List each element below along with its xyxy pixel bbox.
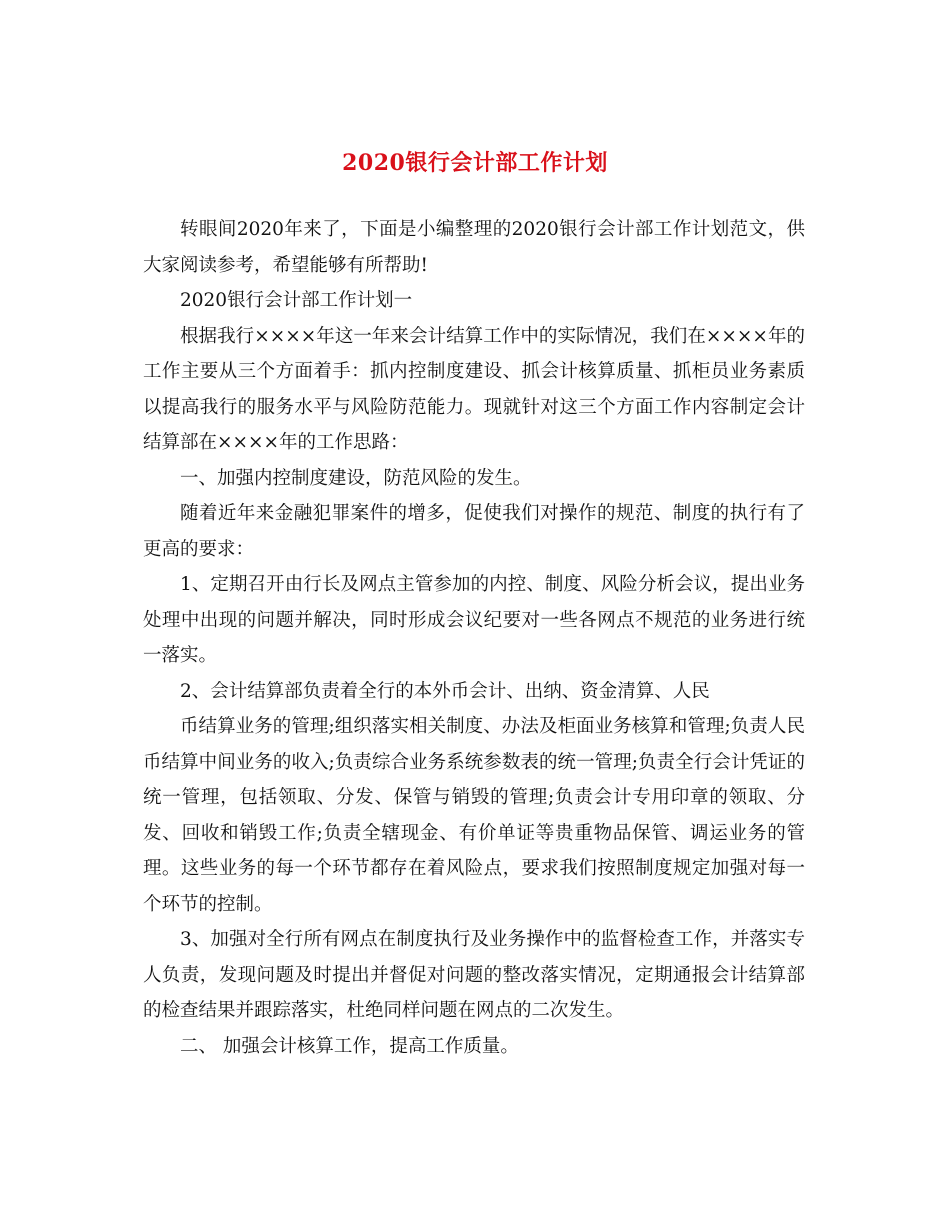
document-body (143, 212, 805, 1064)
paragraph-intro: 转眼间2020年来了，下面是小编整理的2020银行会计部工作计划范文，供大家阅读参考，希望能够有所帮助! (143, 219, 805, 276)
paragraph-item-3: 3、加强对全行所有网点在制度执行及业务操作中的监督检查工作，并落实专人负责，发现问题及时提出并督促对问题的整改落实情况，定期通报会计结算部的检查结果并跟踪落实，杜绝同样问题在网点的二次发生。 (143, 929, 805, 1021)
paragraph-item-2: 2、会计结算部负责着全行的本外币会计、出纳、资金清算、人民 (180, 680, 710, 702)
paragraph-item-2-continued: 币结算业务的管理;组织落实相关制度、办法及柜面业务核算和管理;负责人民币结算中间业务的收入;负责综合业务系统参数表的统一管理;负责全行会计凭证的统一管理，包括领取、分发、保管与销毁的管理;负责会计专用印章的领取、分发、回收和销毁工作;负责全辖现金、有价单证等贵重物品保管、调运业务的管理。这些业务的每一个环节都存在着风险点，要求我们按照制度规定加强对每一个环节的控制。 (143, 716, 805, 915)
paragraph-overview: 根据我行××××年这一年来会计结算工作中的实际情况，我们在××××年的工作主要从三个方面着手：抓内控制度建设、抓会计核算质量、抓柜员业务素质以提高我行的服务水平与风险防范能力。现就针对这三个方面工作内容制定会计结算部在××××年的工作思路： (143, 325, 805, 453)
paragraph-section-one-intro: 随着近年来金融犯罪案件的增多，促使我们对操作的规范、制度的执行有了更高的要求： (143, 503, 805, 560)
paragraph-section-two-heading: 二、 加强会计核算工作，提高工作质量。 (180, 1035, 519, 1057)
paragraph-plan-one-heading: 2020银行会计部工作计划一 (180, 290, 413, 311)
paragraph-section-one-heading: 一、加强内控制度建设，防范风险的发生。 (180, 467, 532, 489)
document-title: 2020银行会计部工作计划 (342, 149, 608, 176)
paragraph-item-1: 1、定期召开由行长及网点主管参加的内控、制度、风险分析会议，提出业务处理中出现的问题并解决，同时形成会议纪要对一些各网点不规范的业务进行统一落实。 (143, 574, 805, 666)
